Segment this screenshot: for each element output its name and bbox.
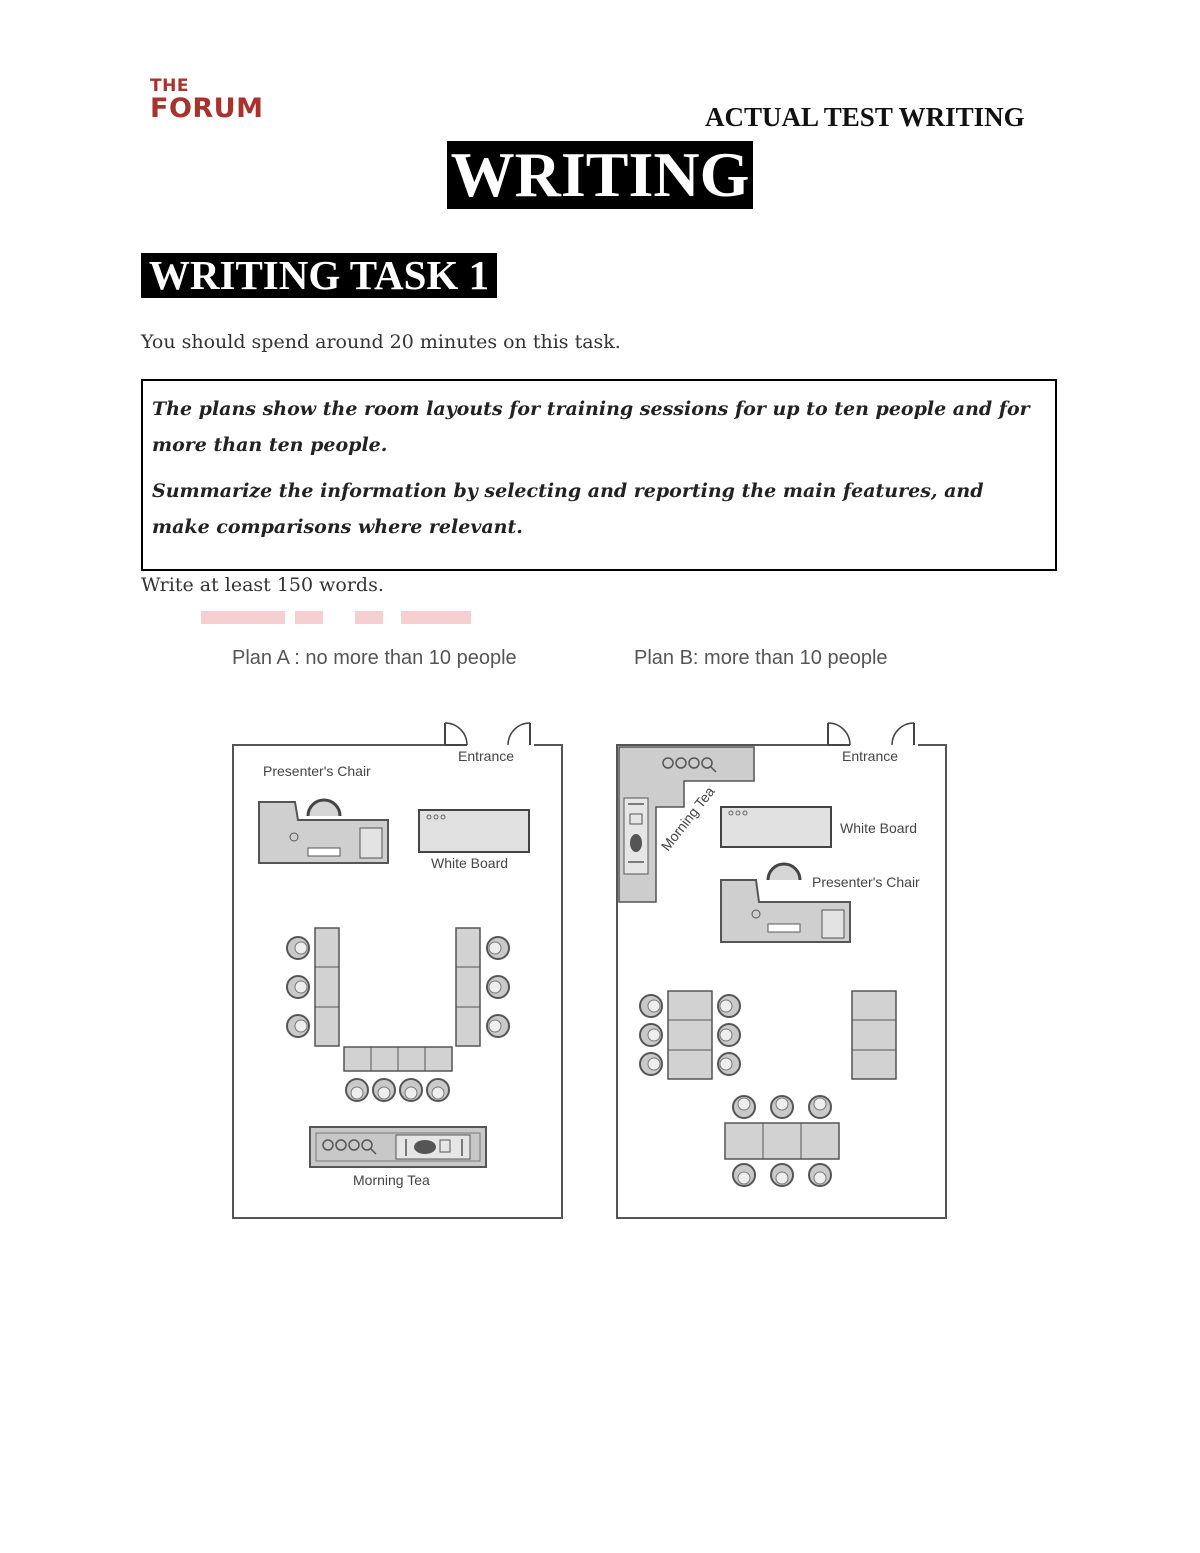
- plan-b-title: Plan B: more than 10 people: [634, 647, 888, 669]
- plan-b-presenter-label: Presenter's Chair: [812, 874, 920, 890]
- task-title: WRITING TASK 1: [141, 253, 497, 298]
- word-requirement: Write at least 150 words.: [141, 574, 384, 596]
- plan-a-morning-tea-label: Morning Tea: [353, 1172, 430, 1188]
- plan-a-title: Plan A : no more than 10 people: [232, 647, 517, 669]
- logo-line1: THE: [150, 76, 189, 96]
- table-group-left: [640, 991, 740, 1079]
- plan-b-entrance: Entrance: [842, 748, 899, 764]
- intro-text: You should spend around 20 minutes on this task.: [141, 331, 621, 353]
- plan-b: [617, 647, 946, 1218]
- plan-b-morning-tea-label: Morning Tea: [657, 783, 718, 854]
- highlight-mark: [355, 611, 383, 624]
- prompt-box: [141, 379, 1057, 571]
- plan-a: [232, 647, 562, 1218]
- prompt-para1: The plans show the room layouts for training sessions for up to ten people and for more than ten people.: [152, 398, 1030, 456]
- table-right: [852, 991, 896, 1079]
- header-title: ACTUAL TEST WRITING: [705, 102, 1025, 132]
- plan-a-presenter-label: Presenter's Chair: [263, 763, 371, 779]
- morning-tea-table: [310, 1127, 486, 1167]
- plan-a-whiteboard-label: White Board: [431, 855, 509, 871]
- highlight-mark: [295, 611, 323, 624]
- entrance-door: [828, 723, 914, 745]
- entrance-door: [445, 723, 530, 745]
- u-shape-tables: [315, 928, 480, 1071]
- white-board: [419, 810, 529, 852]
- highlight-mark: [401, 611, 471, 624]
- white-board: [721, 807, 831, 847]
- logo-line2: FORUM: [150, 93, 264, 124]
- forum-logo: [150, 78, 263, 122]
- table-group-bottom: [725, 1096, 839, 1186]
- highlight-mark: [201, 611, 285, 624]
- main-title: WRITING: [447, 141, 753, 209]
- prompt-para2: Summarize the information by selecting and reporting the main features, and make comparisons where relevant.: [152, 480, 984, 538]
- plan-b-whiteboard-label: White Board: [840, 820, 918, 836]
- plan-a-entrance: Entrance: [458, 748, 515, 764]
- room-plans-diagram: [200, 630, 1000, 1230]
- presenter-desk: [259, 800, 388, 863]
